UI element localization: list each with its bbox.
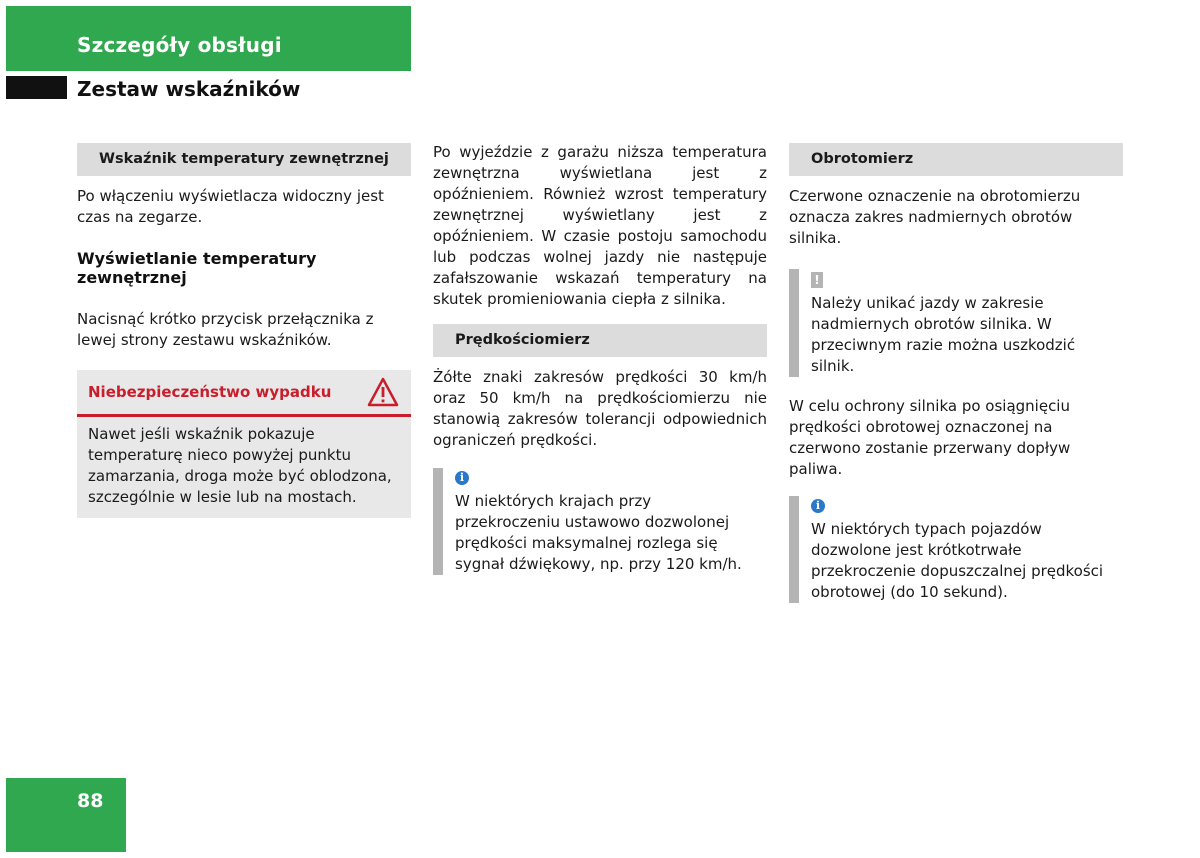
danger-box xyxy=(77,370,411,518)
info-icon: i xyxy=(455,471,469,485)
warning-triangle-icon xyxy=(367,377,399,407)
speed-info-note xyxy=(433,468,767,575)
engine-warning-text: Należy unikać jazdy w zakresie nadmiernych obrotów silnika. W przeciwnym razie można uszkodzić silnik. xyxy=(811,294,1076,375)
temp-display-subheading: Wyświetlanie temperatury zewnętrznej xyxy=(77,249,317,287)
header-black-tab xyxy=(6,76,67,99)
danger-header xyxy=(77,370,411,417)
subsection-title: Zestaw wskaźników xyxy=(77,77,301,101)
rpm-info-note xyxy=(789,496,1123,603)
page-number-box xyxy=(6,778,126,852)
page-number: 88 xyxy=(77,790,104,812)
danger-title: Niebezpieczeństwo wypadku xyxy=(88,383,332,401)
rpm-info-text: W niektórych typach pojazdów dozwolone jest krótkotrwałe przekroczenie dopuszczalnej prędkości obrotowej (do 10 sekund). xyxy=(811,520,1104,601)
danger-body: Nawet jeśli wskaźnik pokazuje temperaturę nieco powyżej punktu zamarzania, droga może być oblodzona, szczególnie w lesie lub na mostach. xyxy=(88,425,392,506)
outside-temp-heading: Wskaźnik temperatury zewnętrznej xyxy=(77,143,411,176)
info-icon: i xyxy=(811,499,825,513)
speedometer-para: Żółte znaki zakresów prędkości 30 km/h oraz 50 km/h na prędkościomierzu nie stanowią zakresów tolerancji odpowiednich ograniczeń prędkości. xyxy=(433,368,767,449)
note-bar xyxy=(433,468,443,575)
garage-temp-para: Po wyjeździe z garażu niższa temperatura zewnętrzna wyświetlana jest z opóźnieniem. Również wzrost temperatury zewnętrznej wyświetlany jest z opóźnieniem. W czasie postoju samochodu lub podczas wolnej jazdy nie następuje zafałszowanie wskazań temperatury na skutek promieniowania ciepła z silnika. xyxy=(433,143,767,308)
note-bar xyxy=(789,496,799,603)
column-left xyxy=(77,143,411,518)
outside-temp-para: Po włączeniu wyświetlacza widoczny jest czas na zegarze. xyxy=(77,187,384,226)
speed-info-text: W niektórych krajach przy przekroczeniu ustawowo dozwolonej prędkości maksymalnej rozlega się sygnał dźwiękowy, np. przy 120 km/h. xyxy=(455,492,742,573)
section-title: Szczegóły obsługi xyxy=(77,33,282,57)
column-right xyxy=(789,143,1123,603)
note-bar xyxy=(789,269,799,377)
exclamation-icon: ! xyxy=(811,272,823,288)
temp-display-para: Nacisnąć krótko przycisk przełącznika z lewej strony zestawu wskaźników. xyxy=(77,310,374,349)
tachometer-para: Czerwone oznaczenie na obrotomierzu oznacza zakres nadmiernych obrotów silnika. xyxy=(789,187,1081,247)
column-middle xyxy=(433,143,767,575)
engine-warning-note xyxy=(789,269,1123,377)
tachometer-heading: Obrotomierz xyxy=(789,143,1123,176)
speedometer-heading: Prędkościomierz xyxy=(433,324,767,357)
fuel-cutoff-para: W celu ochrony silnika po osiągnięciu prędkości obrotowej oznaczonej na czerwono zostanie przerwany dopływ paliwa. xyxy=(789,397,1071,478)
